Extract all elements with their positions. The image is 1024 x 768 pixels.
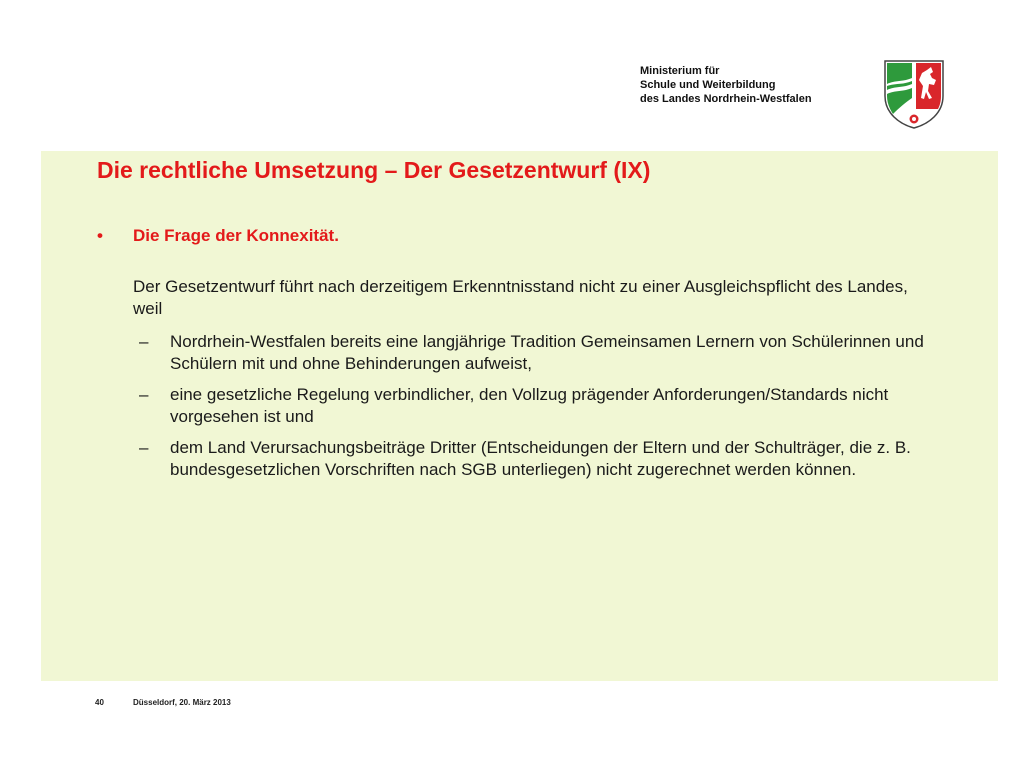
ministry-line-2: Schule und Weiterbildung	[640, 79, 776, 91]
list-item-text: Nordrhein-Westfalen bereits eine langjährige Tradition Gemeinsamen Lernern von Schülerinnen und Schülern mit und ohne Behinderungen aufweist,	[170, 332, 924, 373]
ministry-name	[640, 64, 812, 106]
ministry-line-3: des Landes Nordrhein-Westfalen	[640, 93, 812, 105]
slide-title: Die rechtliche Umsetzung – Der Gesetzentwurf (IX)	[97, 157, 651, 183]
reason-list	[133, 331, 933, 490]
list-item-text: eine gesetzliche Regelung verbindlicher, den Vollzug prägender Anforderungen/Standards nicht vorgesehen ist und	[170, 385, 889, 426]
footer	[95, 698, 231, 707]
list-item-text: dem Land Verursachungsbeiträge Dritter (Entscheidungen der Eltern und der Schulträger, die z. B. bundesgesetzlichen Vorschriften nach SGB unterliegen) nicht zugerechnet werden können.	[170, 438, 911, 479]
intro-paragraph: Der Gesetzentwurf führt nach derzeitigem Erkenntnisstand nicht zu einer Ausgleichspflicht des Landes, weil	[133, 277, 908, 318]
list-item	[133, 331, 933, 375]
dash-symbol: –	[139, 385, 149, 404]
footer-place-date: Düsseldorf, 20. März 2013	[133, 698, 231, 707]
nrw-coat-of-arms-icon	[881, 58, 947, 130]
list-item	[133, 437, 933, 481]
bullet-heading: Die Frage der Konnexität.	[133, 226, 339, 245]
dash-symbol: –	[139, 438, 149, 457]
dash-symbol: –	[139, 332, 149, 351]
bullet-symbol: •	[97, 226, 103, 245]
page-number: 40	[95, 698, 104, 707]
list-item	[133, 384, 933, 428]
ministry-line-1: Ministerium für	[640, 65, 720, 77]
